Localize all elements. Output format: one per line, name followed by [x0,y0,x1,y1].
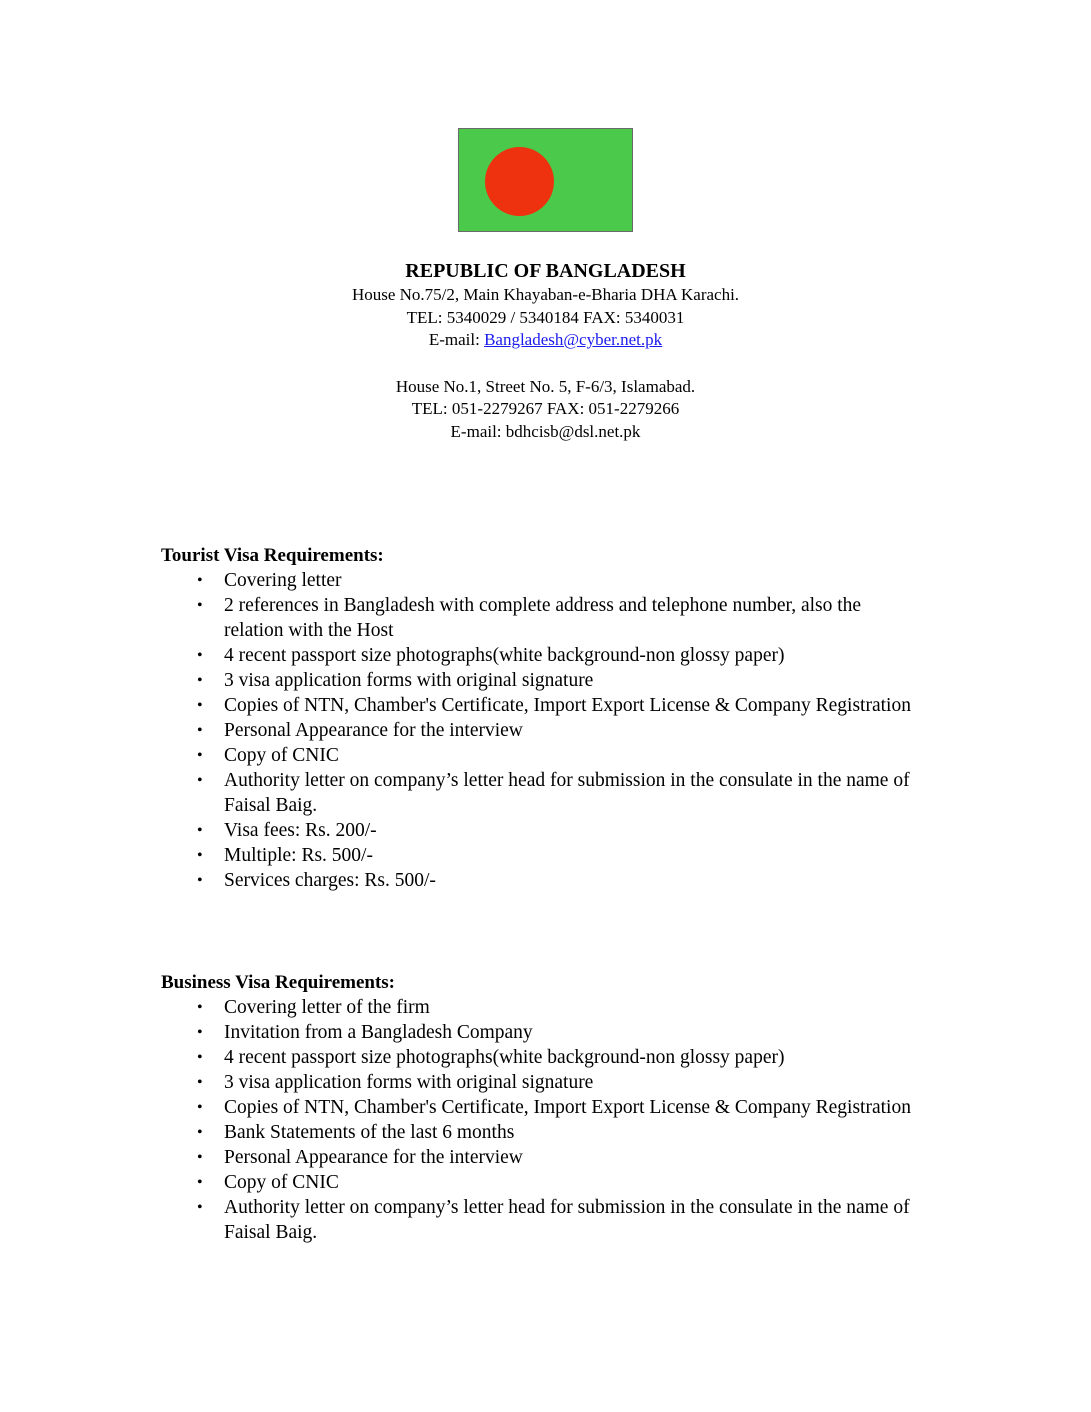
list-item [161,1170,924,1195]
business-visa-section [161,971,941,1245]
bullet-icon: • [197,1074,203,1091]
bullet-icon: • [197,1049,203,1066]
list-item [161,568,924,593]
list-item [161,768,924,818]
list-item-text: Copies of NTN, Chamber's Certificate, Import Export License & Company Registration [224,695,911,716]
list-item [161,668,924,693]
bangladesh-flag-icon [458,128,633,232]
business-visa-heading: Business Visa Requirements: [161,972,396,993]
list-item-text: Invitation from a Bangladesh Company [224,1022,533,1043]
list-item [161,1145,924,1170]
list-item [161,818,924,843]
karachi-email-line [0,329,1091,352]
list-item [161,843,924,868]
list-item [161,1120,924,1145]
list-item-text: Covering letter of the firm [224,997,430,1018]
business-requirements-list [161,995,941,1245]
bullet-icon: • [197,1124,203,1141]
karachi-email-link[interactable]: Bangladesh@cyber.net.pk [484,330,663,349]
bullet-icon: • [197,697,203,714]
list-item [161,1070,924,1095]
bullet-icon: • [197,672,203,689]
list-item-text: 3 visa application forms with original signature [224,670,594,691]
list-item-text: Covering letter [224,570,342,591]
page-title: REPUBLIC OF BANGLADESH [405,260,686,282]
bullet-icon: • [197,872,203,889]
karachi-address: House No.75/2, Main Khayaban-e-Bharia DHA Karachi. [351,285,740,304]
bullet-icon: • [197,572,203,589]
bullet-icon: • [197,1174,203,1191]
tourist-visa-heading: Tourist Visa Requirements: [161,545,384,566]
bullet-icon: • [197,1149,203,1166]
list-item [161,718,924,743]
bullet-icon: • [197,722,203,739]
bullet-icon: • [197,1099,203,1116]
bullet-icon: • [197,847,203,864]
list-item-text: Personal Appearance for the interview [224,1147,523,1168]
list-item-text: Copy of CNIC [224,745,339,766]
list-item [161,1195,924,1245]
list-item-text: Copy of CNIC [224,1172,339,1193]
list-item [161,643,924,668]
bullet-icon: • [197,747,203,764]
bullet-icon: • [197,1024,203,1041]
bullet-icon: • [197,597,203,614]
islamabad-address: House No.1, Street No. 5, F-6/3, Islamabad. [395,376,696,396]
list-item-text: Authority letter on company’s letter head for submission in the consulate in the name of Faisal Baig. [224,770,910,816]
list-item-text: Multiple: Rs. 500/- [224,845,373,866]
list-item [161,1020,924,1045]
list-item-text: Services charges: Rs. 500/- [224,870,436,891]
contact-block [0,284,1091,443]
list-item-text: 4 recent passport size photographs(white background-non glossy paper) [224,1047,785,1068]
karachi-email-label: E-mail: [428,330,485,349]
list-item [161,868,924,893]
list-item-text: Bank Statements of the last 6 months [224,1122,515,1143]
list-item-text: 2 references in Bangladesh with complete address and telephone number, also the relation with the Host [224,595,862,641]
tourist-visa-section [161,544,941,893]
islamabad-tel-fax: TEL: 051-2279267 FAX: 051-2279266 [411,399,680,418]
list-item-text: Copies of NTN, Chamber's Certificate, Import Export License & Company Registration [224,1097,911,1118]
list-item [161,743,924,768]
list-item [161,693,924,718]
list-item [161,1095,924,1120]
list-item-text: 4 recent passport size photographs(white background-non glossy paper) [224,645,785,666]
list-item-text: 3 visa application forms with original signature [224,1072,594,1093]
list-item-text: Visa fees: Rs. 200/- [224,820,377,841]
bullet-icon: • [197,822,203,839]
tourist-requirements-list [161,568,941,893]
list-item [161,995,924,1020]
bullet-icon: • [197,999,203,1016]
flag-red-disc [485,147,554,216]
bullet-icon: • [197,1199,203,1216]
list-item [161,1045,924,1070]
list-item-text: Personal Appearance for the interview [224,720,523,741]
bullet-icon: • [197,647,203,664]
list-item-text: Authority letter on company’s letter head for submission in the consulate in the name of Faisal Baig. [224,1197,910,1243]
list-item [161,593,924,643]
bullet-icon: • [197,772,203,789]
address-divider-space [0,352,1091,376]
karachi-tel-fax: TEL: 5340029 / 5340184 FAX: 5340031 [406,307,685,327]
islamabad-email: E-mail: bdhcisb@dsl.net.pk [450,421,641,441]
